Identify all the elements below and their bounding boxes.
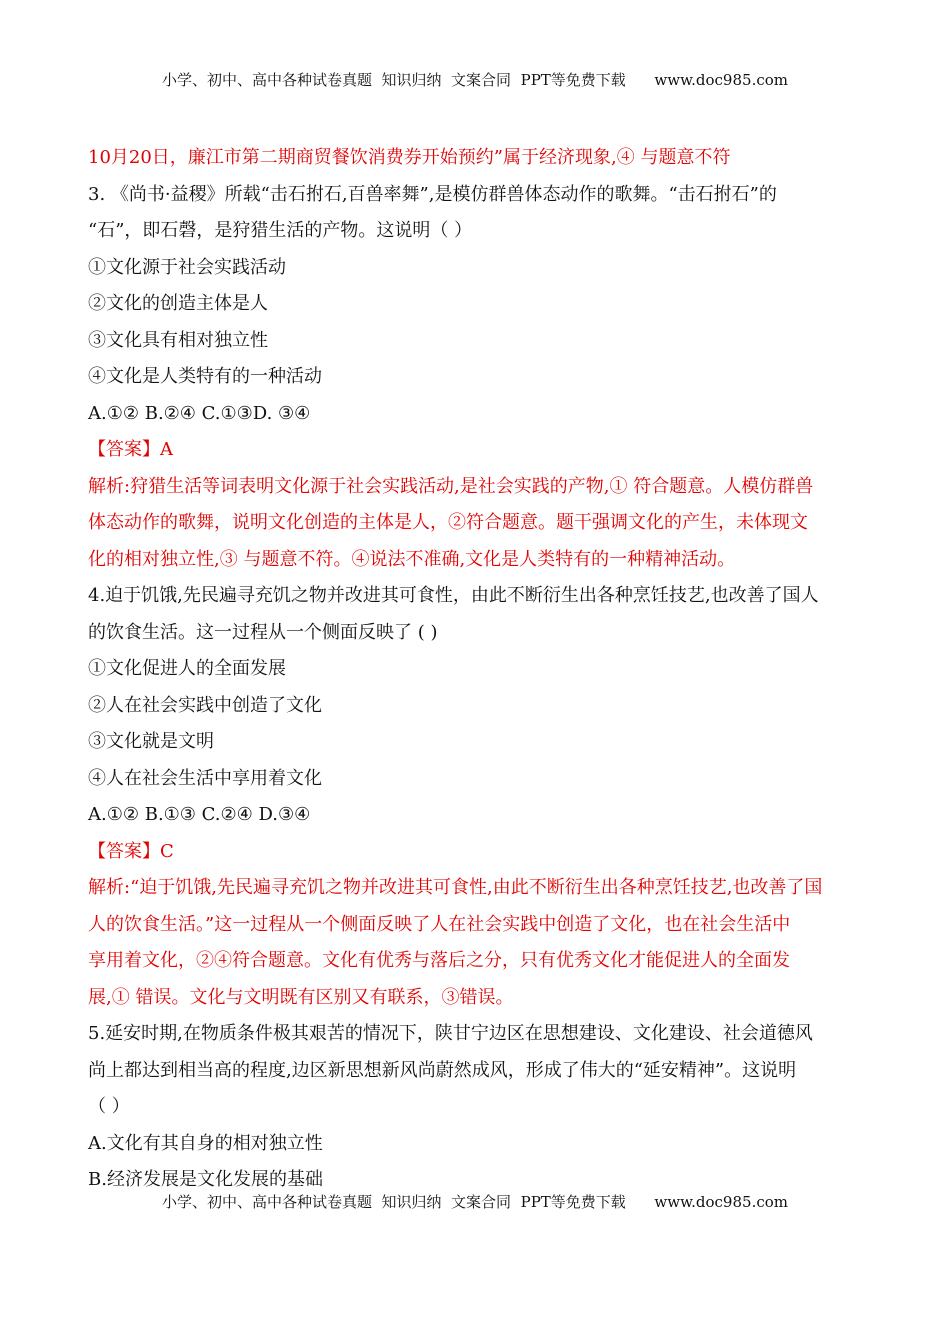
question-stem-line: 5.延安时期,在物质条件极其艰苦的情况下，陕甘宁边区在思想建设、文化建设、社会道德风 [88,1023,813,1044]
answer-choices: A.①② B.①③ C.②④ D.③④ [88,804,311,825]
document-body [88,140,864,1199]
explanation-line: 解析:“迫于饥饿,先民遍寻充饥之物并改进其可食性,由此不断衍生出各种烹饪技艺,也改善了国 [88,877,823,898]
answer-label: 【答案】A [88,439,173,460]
option-item: ②文化的创造主体是人 [88,293,268,314]
question-3 [88,177,864,579]
previous-explanation-tail: 10月20日，廉江市第二期商贸餐饮消费券开始预约”属于经济现象,④ 与题意不符 [88,147,731,168]
option-item: B.经济发展是文化发展的基础 [88,1169,323,1190]
question-4 [88,578,864,1016]
explanation-line: 人的饮食生活。”这一过程从一个侧面反映了人在社会实践中创造了文化，也在社会生活中 [88,913,791,935]
option-item: ④人在社会生活中享用着文化 [88,767,322,789]
option-item: ①文化促进人的全面发展 [88,658,286,679]
explanation-line: 展,① 错误。文化与文明既有区别又有联系，③错误。 [88,986,514,1008]
page-header: 小学、初中、高中各种试卷真题 知识归纳 文案合同 PPT等免费下载 www.doc985.com [161,71,788,89]
question-stem-line: 3. 《尚书·益稷》所载“击石拊石,百兽率舞”,是模仿群兽体态动作的歌舞。“击石拊石”的 [88,183,777,205]
option-item: ③文化具有相对独立性 [88,329,268,351]
question-5 [88,1016,864,1199]
option-item: ②人在社会实践中创造了文化 [88,694,322,716]
option-item: ③文化就是文明 [88,731,214,752]
answer-label: 【答案】C [88,840,174,862]
question-stem-line: （ ） [88,1096,130,1117]
question-stem-line: 尚上都达到相当高的程度,边区新思想新风尚蔚然成风，形成了伟大的“延安精神”。这说明 [88,1059,797,1081]
explanation-line: 体态动作的歌舞，说明文化创造的主体是人，②符合题意。题干强调文化的产生，未体现文 [88,512,808,533]
answer-choices: A.①② B.②④ C.①③D. ③④ [88,402,311,424]
option-item: A.文化有其自身的相对独立性 [88,1132,323,1154]
explanation-line: 解析:狩猎生活等词表明文化源于社会实践活动,是社会实践的产物,① 符合题意。人模仿群兽 [88,475,814,497]
explanation-line: 享用着文化，②④符合题意。文化有优秀与落后之分，只有优秀文化才能促进人的全面发 [88,950,790,971]
question-stem-line: 4.迫于饥饿,先民遍寻充饥之物并改进其可食性，由此不断衍生出各种烹饪技艺,也改善了国人 [88,585,819,606]
page-footer: 小学、初中、高中各种试卷真题 知识归纳 文案合同 PPT等免费下载 www.doc985.com [161,1193,788,1211]
explanation-line: 化的相对独立性,③ 与题意不符。④说法不准确,文化是人类特有的一种精神活动。 [88,548,736,570]
question-stem-line: “石”，即石磬，是狩猎生活的产物。这说明（ ） [88,220,473,241]
question-stem-line: 的饮食生活。这一过程从一个侧面反映了 ( ) [88,621,438,643]
option-item: ①文化源于社会实践活动 [88,256,286,278]
option-item: ④文化是人类特有的一种活动 [88,366,322,387]
